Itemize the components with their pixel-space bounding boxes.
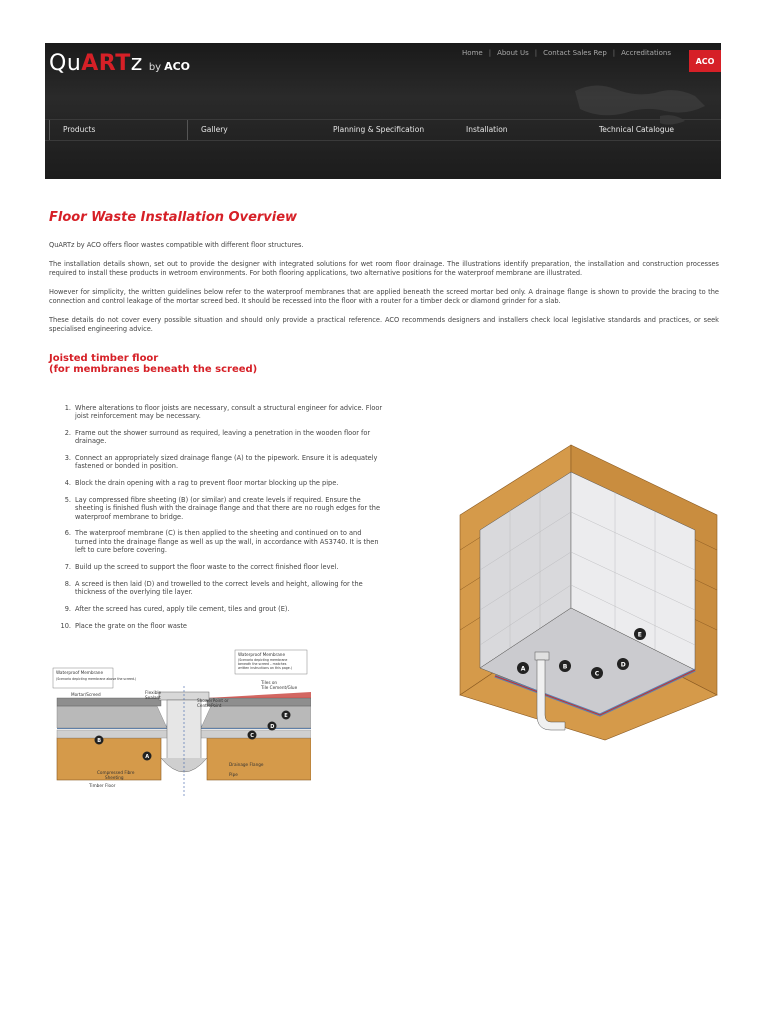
step-number: 10. [60,621,71,630]
step-number: 1. [64,404,71,412]
step-item [49,605,384,613]
logo-aco: ACO [164,60,191,73]
topnav-separator: | [488,49,492,57]
step-text: Lay compressed fibre sheeting (B) (or similar) and create levels if required. Ensure the sheeting is finished flush with the drainage flange and that there are no rough edges for the waterproof membrane to bridge. [75,496,381,521]
label-wm-right-note2: beneath the screed – matches [238,662,287,666]
step-item [49,580,384,597]
step-text: Build up the screed to support the floor waste to the correct finished floor level. [75,562,339,571]
nav-technical-catalogue[interactable]: Technical Catalogue [599,125,674,134]
page-title: Floor Waste Installation Overview [49,210,298,225]
topnav-contact-sales-rep[interactable]: Contact Sales Rep [543,49,607,57]
badge-a: A [145,754,150,760]
step-item [49,479,384,487]
section-title-line1: Joisted timber floor [49,353,159,364]
logo-art: ART [81,51,131,76]
label-flexible: Flexible [145,690,162,695]
label-tile-cement: Tile Cement/Glue [261,685,298,690]
step-item [49,496,384,521]
step-number: 6. [64,529,71,538]
badge-c: C [250,733,254,739]
disclaimer-paragraph: These details do not cover every possible situation and should only provide a practical reference. ACO recommends designers and installers check local legislative standards and practices, or seek specialised engineering advice. [49,316,719,333]
label-wm-left-note: (Scenario depicting membrane above the screed.) [56,677,137,681]
nav-gallery[interactable]: Gallery [187,120,320,140]
label-sealant: Sealant [145,695,161,700]
logo-by: by [148,62,162,73]
main-navigation [45,119,721,141]
step-text: Connect an appropriately sized drainage flange (A) to the pipework. Ensure it is adequately fastened or bonded in position. [75,454,378,471]
badge-e: E [284,713,288,719]
topnav-separator: | [612,49,616,57]
badge-d: D [270,724,275,730]
step-number: 2. [64,429,71,438]
topnav-separator: | [534,49,538,57]
details-paragraph: The installation details shown, set out to provide the designer with integrated solutions for wet room floor drainage. The illustrations identify preparation, the installation and construction processes required to install these products in wetroom environments. For both flooring applications, two alternative positions for the waterproof membrane are illustrated. [49,260,719,277]
step-number: 9. [64,604,71,613]
section-title-line2: (for membranes beneath the screed) [49,364,258,375]
step-text: Place the grate on the floor waste [75,621,187,630]
membrane-paragraph: However for simplicity, the written guidelines below refer to the waterproof membranes that are applied beneath the screed mortar bed only. A drainage flange is shown to provide the bracing to the connection and control leakage of the mortar screed bed. It should be recessed into the floor with a router for a timber deck or diamond grinder for a slab. [49,288,719,305]
step-item [49,529,384,554]
badge-c-3d: C [594,670,600,678]
cross-section-diagram [49,646,311,800]
label-mortar: Mortar/Screed [71,692,101,697]
step-number: 3. [64,454,71,463]
step-number: 7. [64,562,71,571]
aco-brand-badge[interactable]: ACO [689,50,721,72]
label-centrepoint: CentrePoint [197,703,222,708]
badge-e-3d: E [637,631,642,639]
step-text: A screed is then laid (D) and trowelled to the correct levels and height, allowing for the thickness of the overlying tile layer. [75,579,363,596]
site-header [45,43,721,179]
section-title [49,353,719,375]
badge-d-3d: D [620,661,626,669]
label-fibre-sheeting: Compressed Fibre [97,770,135,775]
label-tiles: Tiles on [261,680,278,685]
badge-b: B [97,738,102,744]
logo-z: z [130,51,143,76]
step-number: 8. [64,579,71,588]
label-timber-floor: Timber Floor [89,783,116,788]
step-number: 5. [64,496,71,505]
badge-a-3d: A [520,665,526,673]
intro-paragraph: QuARTz by ACO offers floor wastes compatible with different floor structures. [49,241,304,249]
logo-qu: Qu [49,51,82,76]
step-text: Where alterations to floor joists are necessary, consult a structural engineer for advice. Floor joist reinforcement may be necessary. [75,404,383,421]
quartz-logo[interactable] [49,51,190,81]
nav-installation[interactable]: Installation [466,125,508,134]
step-text: Block the drain opening with a rag to prevent floor mortar blocking up the pipe. [75,479,339,488]
label-wm-right: Waterproof Membrane [238,652,286,657]
label-pipe: Pipe [229,772,238,777]
shower-3d-diagram [455,440,727,742]
label-wm-right-note1: (Scenario depicting membrane [238,658,288,662]
badge-b-3d: B [562,663,568,671]
label-wm-right-note3: written instructions on this page.) [238,666,293,670]
step-text: Frame out the shower surround as required, leaving a penetration in the wooden floor for drainage. [75,429,371,446]
nav-products[interactable]: Products [49,120,187,140]
step-item [49,454,384,471]
step-item [49,622,384,630]
step-number: 4. [64,479,71,488]
label-wm-left: Waterproof Membrane [56,670,104,675]
step-item [49,429,384,446]
topnav-about-us[interactable]: About Us [497,49,529,57]
step-item [49,404,384,421]
label-sheeting: Sheeting [105,775,124,780]
nav-planning-specification[interactable]: Planning & Specification [333,125,425,134]
topnav-accreditations[interactable]: Accreditations [621,49,671,57]
label-showerpoint: ShowerPoint or [197,698,229,703]
main-content [49,200,719,375]
installation-steps [49,404,384,638]
top-navigation [456,49,677,57]
step-text: The waterproof membrane (C) is then applied to the sheeting and continued on to and turned into the drainage flange as well as up the wall, in accordance with AS3740. It is then left to cure before covering. [75,529,379,555]
step-item [49,563,384,571]
step-text: After the screed has cured, apply tile cement, tiles and grout (E). [75,604,290,613]
label-drainage-flange: Drainage Flange [229,762,264,767]
topnav-home[interactable]: Home [462,49,483,57]
